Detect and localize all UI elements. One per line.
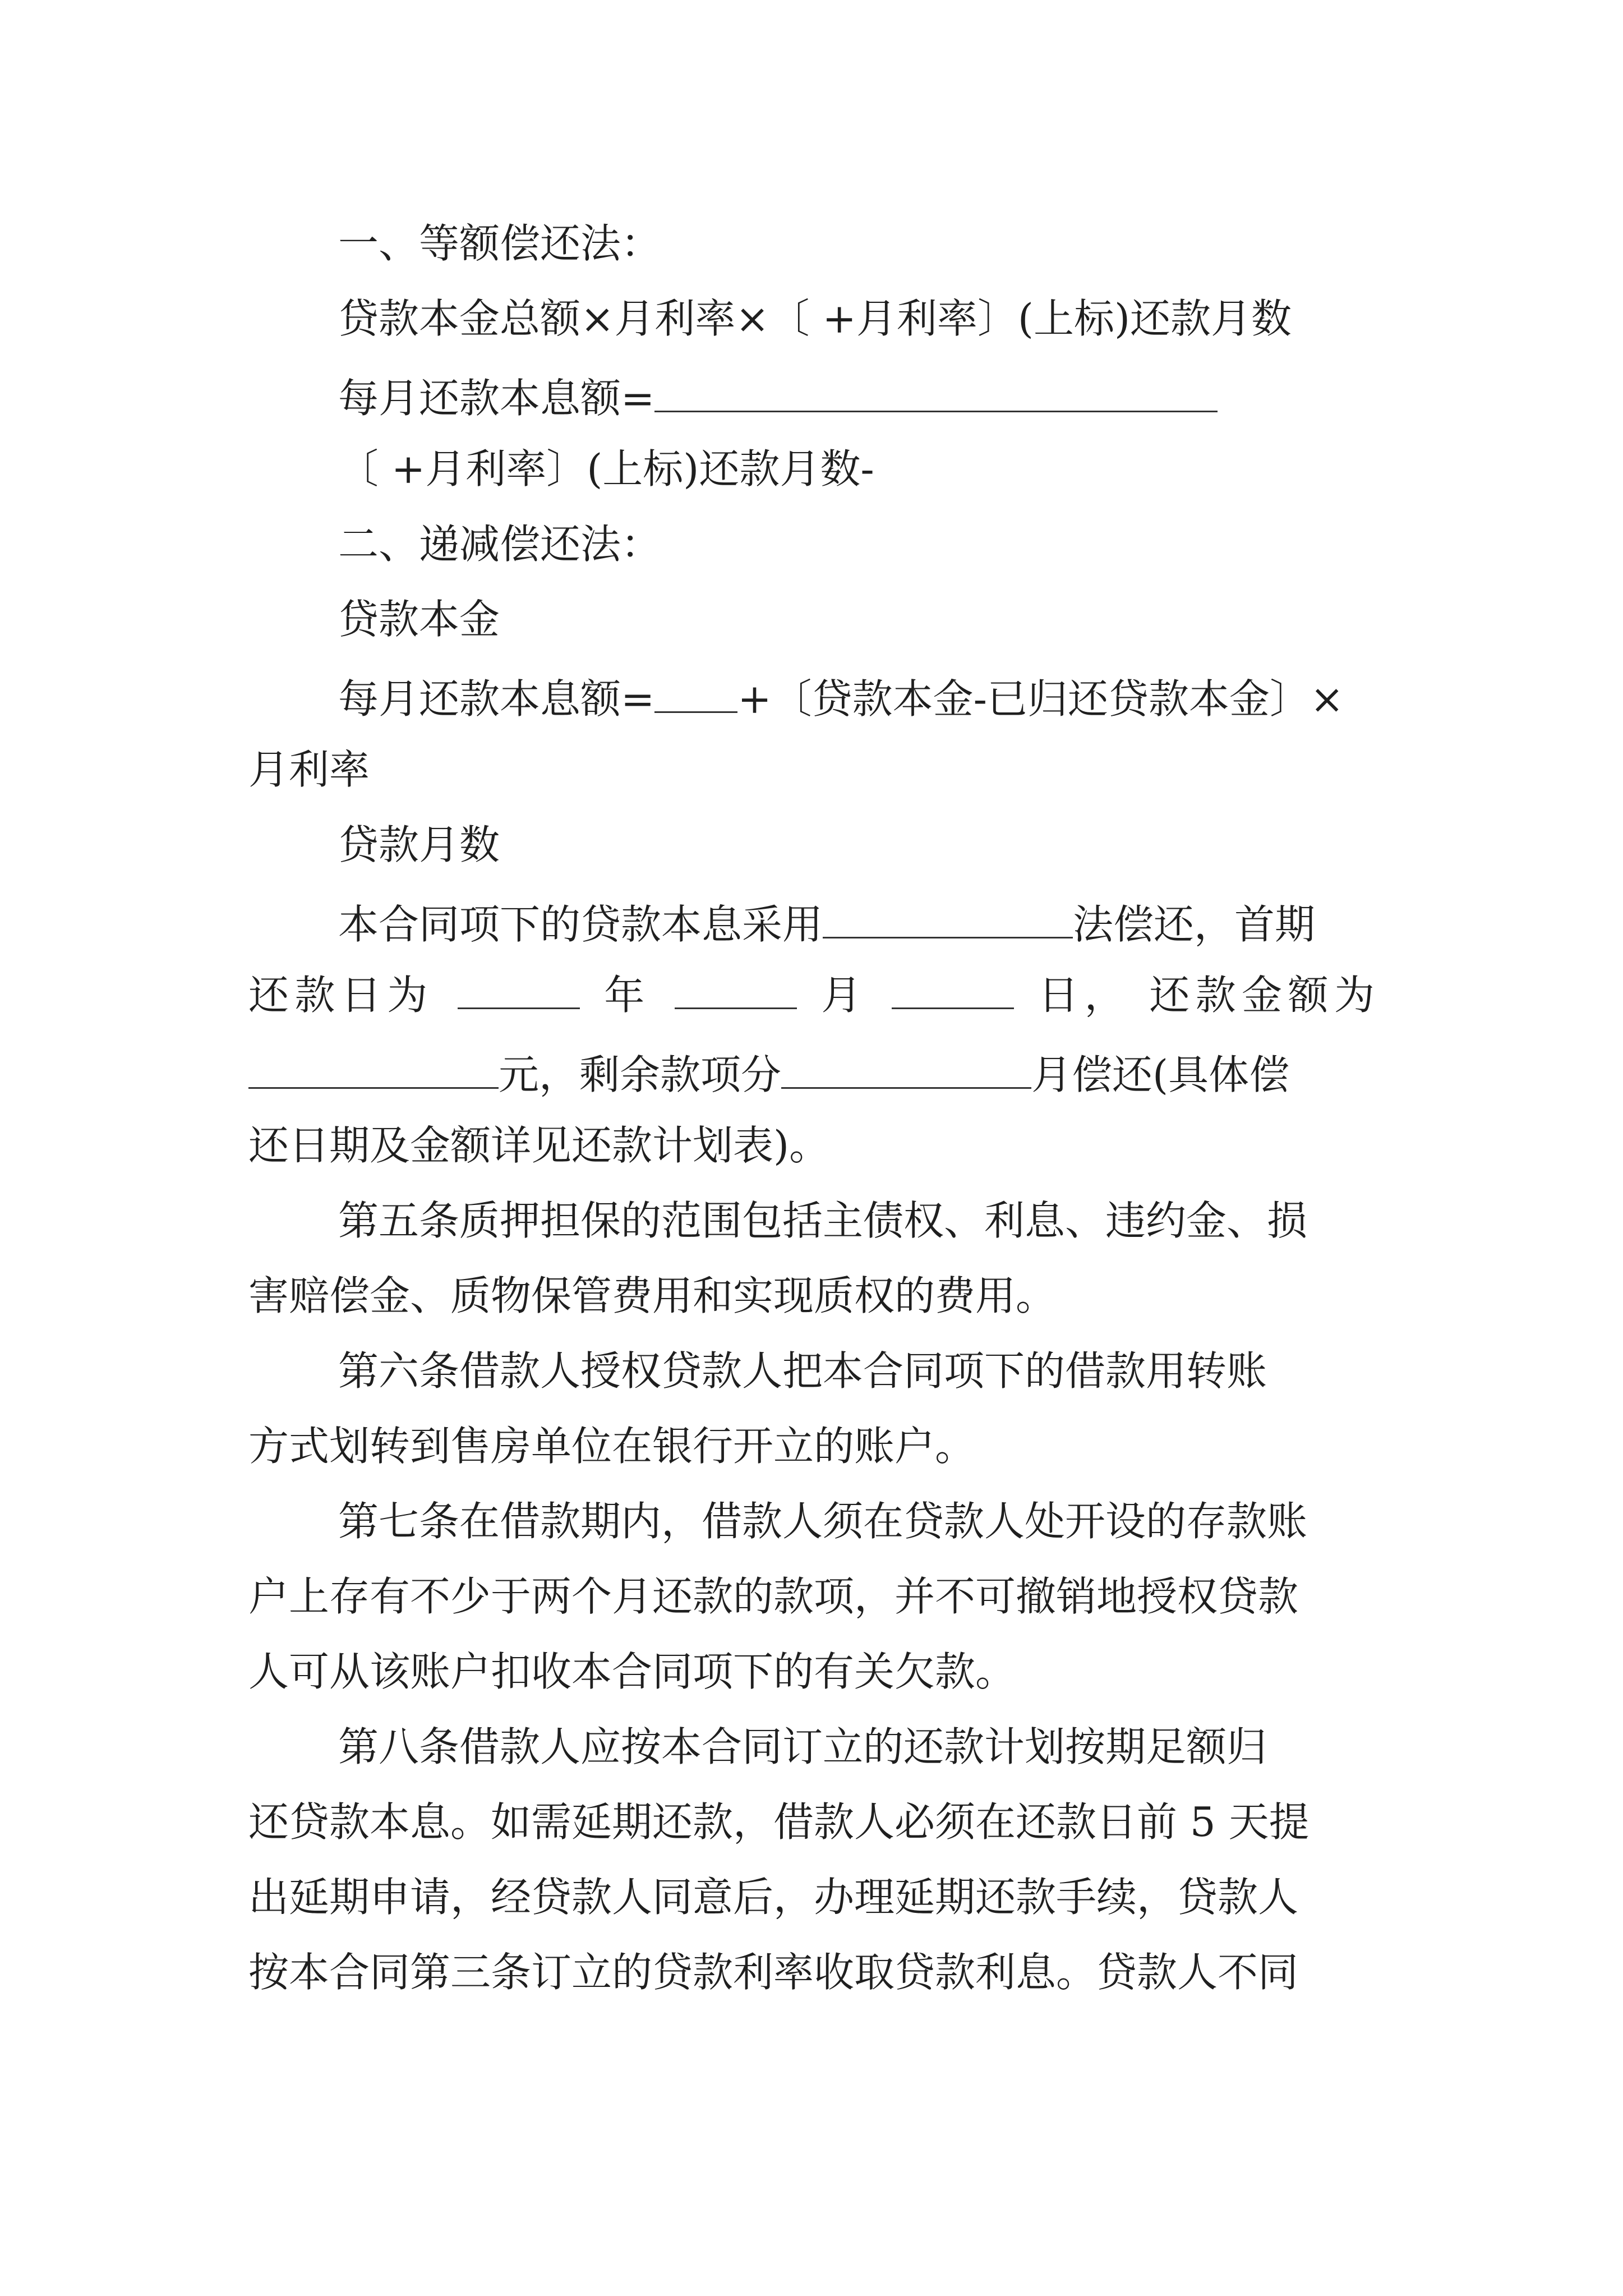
equal-formula-denominator: 〔 +月利率〕(上标)还款月数- — [338, 445, 874, 493]
decreasing-formula-rest: +〔贷款本金-已归还贷款本金〕× — [737, 675, 1344, 723]
equal-formula-label: 每月还款本息额= — [338, 375, 655, 422]
equal-heading: 一、等额偿还法： — [338, 220, 662, 267]
schedule-text: 月 — [821, 972, 868, 1019]
schedule-line-3 — [248, 1050, 1290, 1098]
schedule-text: 法偿还，首期 — [1073, 901, 1316, 948]
first-amount-blank — [248, 1050, 499, 1089]
schedule-text: 月偿还(具体偿 — [1031, 1051, 1290, 1098]
article-6-line-1: 第六条借款人授权贷款人把本合同项下的借款用转账 — [338, 1347, 1267, 1395]
article-6-line-2: 方式划转到售房单位在银行开立的账户。 — [248, 1423, 976, 1470]
schedule-text: 还款金额为 — [1149, 972, 1375, 1019]
schedule-line-1 — [338, 900, 1316, 948]
article-5-line-2: 害赔偿金、质物保管费用和实现质权的费用。 — [248, 1272, 1057, 1319]
article-7-line-2: 户上存有不少于两个月还款的款项，并不可撤销地授权贷款 — [248, 1573, 1299, 1620]
decreasing-formula-line — [338, 674, 1344, 723]
first-day-blank — [892, 978, 1014, 1009]
repayment-method-blank — [823, 900, 1073, 938]
schedule-text: 还款日为 — [248, 972, 434, 1019]
decreasing-formula-rest-cont: 月利率 — [248, 746, 370, 793]
article-7-line-3: 人可从该账户扣收本合同项下的有关欠款。 — [248, 1648, 1016, 1695]
equal-formula-numerator: 贷款本金总额×月利率×〔 +月利率〕(上标)还款月数 — [338, 295, 1292, 342]
schedule-text: 本合同项下的贷款本息采用 — [338, 901, 823, 948]
decreasing-formula-denominator: 贷款月数 — [338, 821, 500, 868]
decreasing-formula-numerator: 贷款本金 — [338, 596, 500, 643]
remaining-months-blank — [781, 1050, 1031, 1089]
article-8-line-3: 出延期申请，经贷款人同意后，办理延期还款手续，贷款人 — [248, 1874, 1299, 1921]
first-year-blank — [458, 978, 580, 1009]
schedule-text: 元，剩余款项分 — [499, 1051, 782, 1098]
decreasing-formula-label: 每月还款本息额= — [338, 675, 655, 723]
fraction-bar — [654, 374, 1218, 412]
equal-formula-line — [338, 374, 1218, 422]
article-8-line-2: 还贷款本息。如需延期还款，借款人必须在还款日前 5 天提 — [248, 1798, 1310, 1846]
schedule-text: 日， — [1038, 972, 1131, 1019]
article-7-line-1: 第七条在借款期内，借款人须在贷款人处开设的存款账 — [338, 1498, 1308, 1545]
schedule-text: 年 — [604, 972, 651, 1019]
decreasing-heading: 二、递减偿还法： — [338, 521, 662, 568]
fraction-bar — [654, 674, 737, 713]
schedule-line-2 — [248, 972, 1375, 1019]
article-8-line-4: 按本合同第三条订立的贷款利率收取贷款利息。贷款人不同 — [248, 1949, 1299, 1996]
article-8-line-1: 第八条借款人应按本合同订立的还款计划按期足额归 — [338, 1723, 1267, 1770]
article-5-line-1: 第五条质押担保的范围包括主债权、利息、违约金、损 — [338, 1197, 1308, 1244]
first-month-blank — [675, 978, 797, 1009]
schedule-line-4: 还日期及金额详见还款计划表)。 — [248, 1122, 830, 1169]
